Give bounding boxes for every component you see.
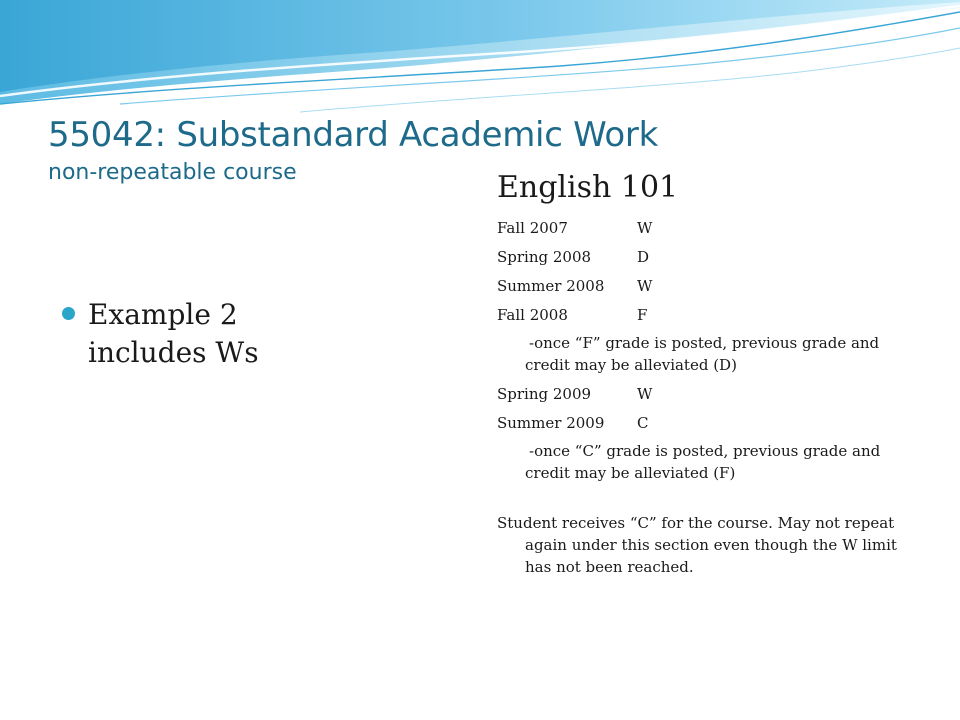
bullet-text: Example 2 includes Ws <box>88 298 259 369</box>
slide-subtitle: non-repeatable course <box>48 160 297 185</box>
term-label: Fall 2008 <box>497 306 568 324</box>
grade-value: W <box>637 277 653 295</box>
grade-note: -once “F” grade is posted, previous grade and credit may be alleviated (D) <box>525 334 880 374</box>
term-label: Spring 2008 <box>497 248 592 266</box>
grade-row <box>497 301 917 330</box>
grade-value: F <box>637 306 648 324</box>
course-title: English 101 <box>497 170 679 205</box>
grade-value: C <box>637 414 649 432</box>
course-panel <box>497 168 917 578</box>
grade-note: -once “C” grade is posted, previous grade and credit may be alleviated (F) <box>525 442 881 482</box>
grade-history <box>497 214 917 484</box>
grade-row <box>497 214 917 243</box>
grade-value: W <box>637 219 653 237</box>
term-label: Summer 2009 <box>497 414 605 432</box>
bullet-dot-icon <box>62 307 75 320</box>
bullet-item <box>62 296 362 372</box>
grade-value: D <box>637 248 650 266</box>
bullet-list <box>62 296 362 372</box>
term-label: Summer 2008 <box>497 277 605 295</box>
slide-title: 55042: Substandard Academic Work <box>48 115 659 155</box>
grade-row <box>497 243 917 272</box>
grade-row <box>497 380 917 409</box>
term-label: Spring 2009 <box>497 385 592 403</box>
header-wave-graphic <box>0 0 960 130</box>
grade-row <box>497 409 917 438</box>
grade-value: W <box>637 385 653 403</box>
conclusion-text: Student receives “C” for the course. May not repeat again under this section even though the W limit has not been reached. <box>497 514 897 576</box>
term-label: Fall 2007 <box>497 219 568 237</box>
grade-row <box>497 272 917 301</box>
